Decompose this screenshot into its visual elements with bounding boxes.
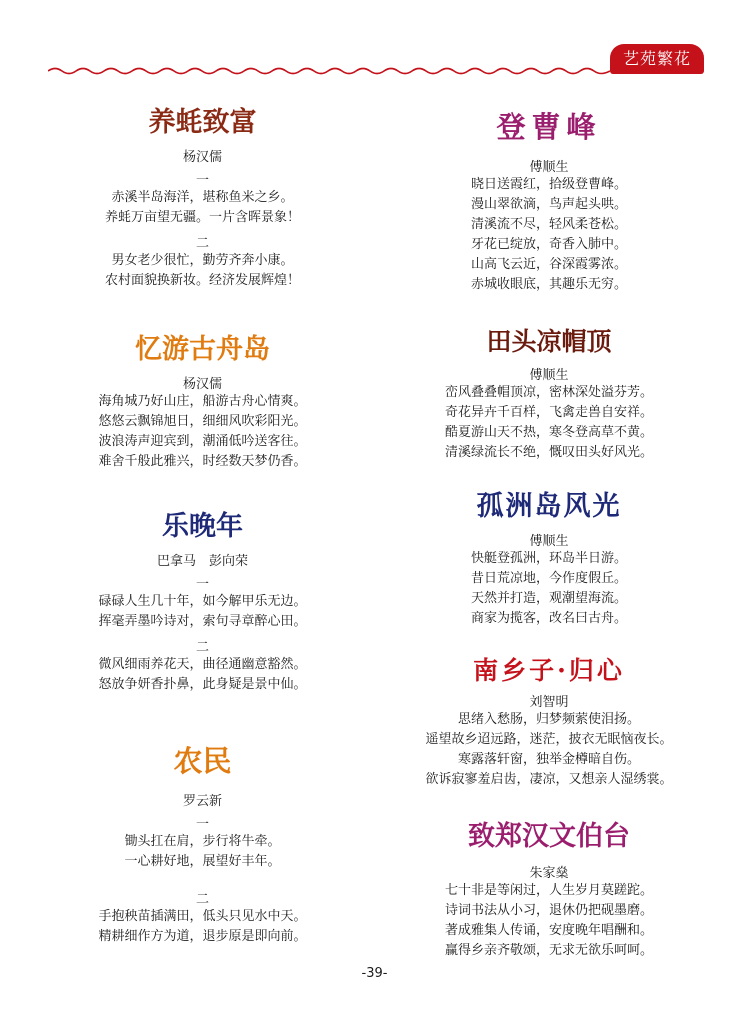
poem-title: 忆游古舟岛 — [135, 334, 270, 365]
poem-line: 清溪流不尽，轻风柔苍松。 — [470, 216, 627, 232]
poem-author: 傅顺生 — [529, 533, 569, 549]
poem-line: 难舍千般此雅兴，时经数天梦仍香。 — [98, 453, 307, 469]
poem-line: 一心耕好地，展望好丰年。 — [124, 853, 281, 869]
poem-line: 漫山翠欲滴，鸟声起头哄。 — [470, 196, 627, 212]
poem-line: 赤城收眼底，其趣乐无穷。 — [470, 276, 627, 292]
poem-nanxiangzi-guixin — [390, 657, 708, 790]
poem-zhi-zhenghanwen — [390, 822, 708, 961]
poem-line: 清溪绿流长不绝，慨叹田头好风光。 — [444, 444, 653, 460]
poem-line: 男女老少很忙，勤劳齐奔小康。 — [111, 252, 294, 268]
poem-line: 昔日荒凉地，今作度假丘。 — [470, 570, 627, 586]
section-number: 二 — [195, 891, 209, 907]
poem-guzhoudao-fengguang — [390, 492, 708, 629]
poem-line: 七十非是等闲过，人生岁月莫蹉跎。 — [444, 882, 653, 898]
poem-author: 刘智明 — [529, 694, 569, 710]
poem-line: 波浪涛声迎宾到，潮涌低吟送客往。 — [98, 433, 307, 449]
poem-line: 酷夏游山天不热，寒冬登高草不黄。 — [444, 424, 653, 440]
poem-author: 朱家燊 — [529, 865, 569, 881]
poem-yiyou-guzhoudao — [50, 335, 355, 472]
poem-deng-caofeng — [390, 112, 708, 295]
poem-le-wannian — [50, 512, 355, 695]
poem-title: 登曹峰 — [496, 110, 602, 144]
poem-author: 杨汉儒 — [182, 376, 222, 392]
poem-line: 挥毫弄墨吟诗对，索句寻章醉心田。 — [98, 613, 307, 629]
poem-line: 奇花异卉千百样，飞禽走兽自安祥。 — [444, 404, 653, 420]
poem-author: 巴拿马 彭向荣 — [156, 553, 248, 569]
poem-line: 精耕细作方为道，退步原是即向前。 — [98, 928, 307, 944]
poem-line: 遥望故乡迢远路，迷茫，披衣无眠恼夜长。 — [425, 731, 673, 747]
page-number: -39- — [361, 966, 388, 981]
poem-line: 悠悠云飘锦旭日，细细风吹彩阳光。 — [98, 413, 307, 429]
poem-line: 山高飞云近，谷深霞雾浓。 — [470, 256, 627, 272]
section-number: 二 — [195, 235, 209, 251]
poem-line: 养蚝万亩望无疆。一片含晖景象！ — [104, 209, 300, 225]
poem-line: 天然并打造，观潮望海流。 — [470, 590, 627, 606]
poem-line: 锄头扛在肩，步行将牛牵。 — [124, 833, 281, 849]
poem-title: 孤洲岛风光 — [476, 491, 622, 522]
poem-line: 著成雅集人传诵，安度晚年唱酬和。 — [444, 922, 653, 938]
poem-title: 田头凉帽顶 — [486, 327, 612, 356]
poem-line: 快艇登孤洲，环岛半日游。 — [470, 550, 627, 566]
poem-tiantou-liangmaoding — [390, 328, 708, 463]
poem-line: 微风细雨养花天，曲径通幽意豁然。 — [98, 656, 307, 672]
poem-line: 碌碌人生几十年，如今解甲乐无边。 — [98, 593, 307, 609]
poem-line: 牙花已绽放，奇香入肺中。 — [470, 236, 627, 252]
section-number: 一 — [195, 576, 209, 592]
poem-author: 罗云新 — [182, 793, 222, 809]
poem-author: 杨汉儒 — [182, 149, 222, 165]
section-number: 一 — [195, 172, 209, 188]
poem-line: 赢得乡亲齐敬颂，无求无欲乐呵呵。 — [444, 942, 653, 958]
poem-line: 峦风叠叠帽顶凉，密林深处溢芬芳。 — [444, 384, 653, 400]
poem-line: 农村面貌换新妆。经济发展辉煌！ — [104, 272, 300, 288]
poem-title: 南乡子·归心 — [473, 656, 625, 685]
poem-line: 海角城乃好山庄，船游古舟心情爽。 — [98, 393, 307, 409]
poem-author: 傅顺生 — [529, 159, 569, 175]
poem-title: 养蚝致富 — [148, 107, 257, 138]
poem-nongmin — [50, 746, 355, 947]
poem-title: 农民 — [173, 744, 232, 778]
section-number: 一 — [195, 816, 209, 832]
poem-title: 致郑汉文伯台 — [468, 821, 630, 852]
wavy-divider — [48, 66, 610, 76]
poem-yanghao-zhifu — [50, 108, 355, 291]
poem-author: 傅顺生 — [529, 367, 569, 383]
section-number: 二 — [195, 639, 209, 655]
poem-line: 欲诉寂寥羞启齿，凄凉，又想亲人湿绣裳。 — [425, 771, 673, 787]
poem-line: 手抱秧苗插满田，低头只见水中天。 — [98, 908, 307, 924]
poem-title: 乐晚年 — [162, 511, 243, 542]
poem-line: 商家为揽客，改名曰古舟。 — [470, 610, 627, 626]
poem-line: 寒露落轩窗，独举金樽暗自伤。 — [457, 751, 640, 767]
poem-line: 晓日送霞红，拾级登曹峰。 — [470, 176, 627, 192]
poem-line: 诗词书法从小习，退休仍把砚墨磨。 — [444, 902, 653, 918]
poem-line: 思绪入愁肠，归梦频萦使泪扬。 — [457, 711, 640, 727]
section-tag: 艺苑繁花 — [610, 44, 704, 74]
poem-line: 怒放争妍香扑鼻，此身疑是景中仙。 — [98, 676, 307, 692]
poem-line: 赤溪半岛海洋，堪称鱼米之乡。 — [111, 189, 294, 205]
